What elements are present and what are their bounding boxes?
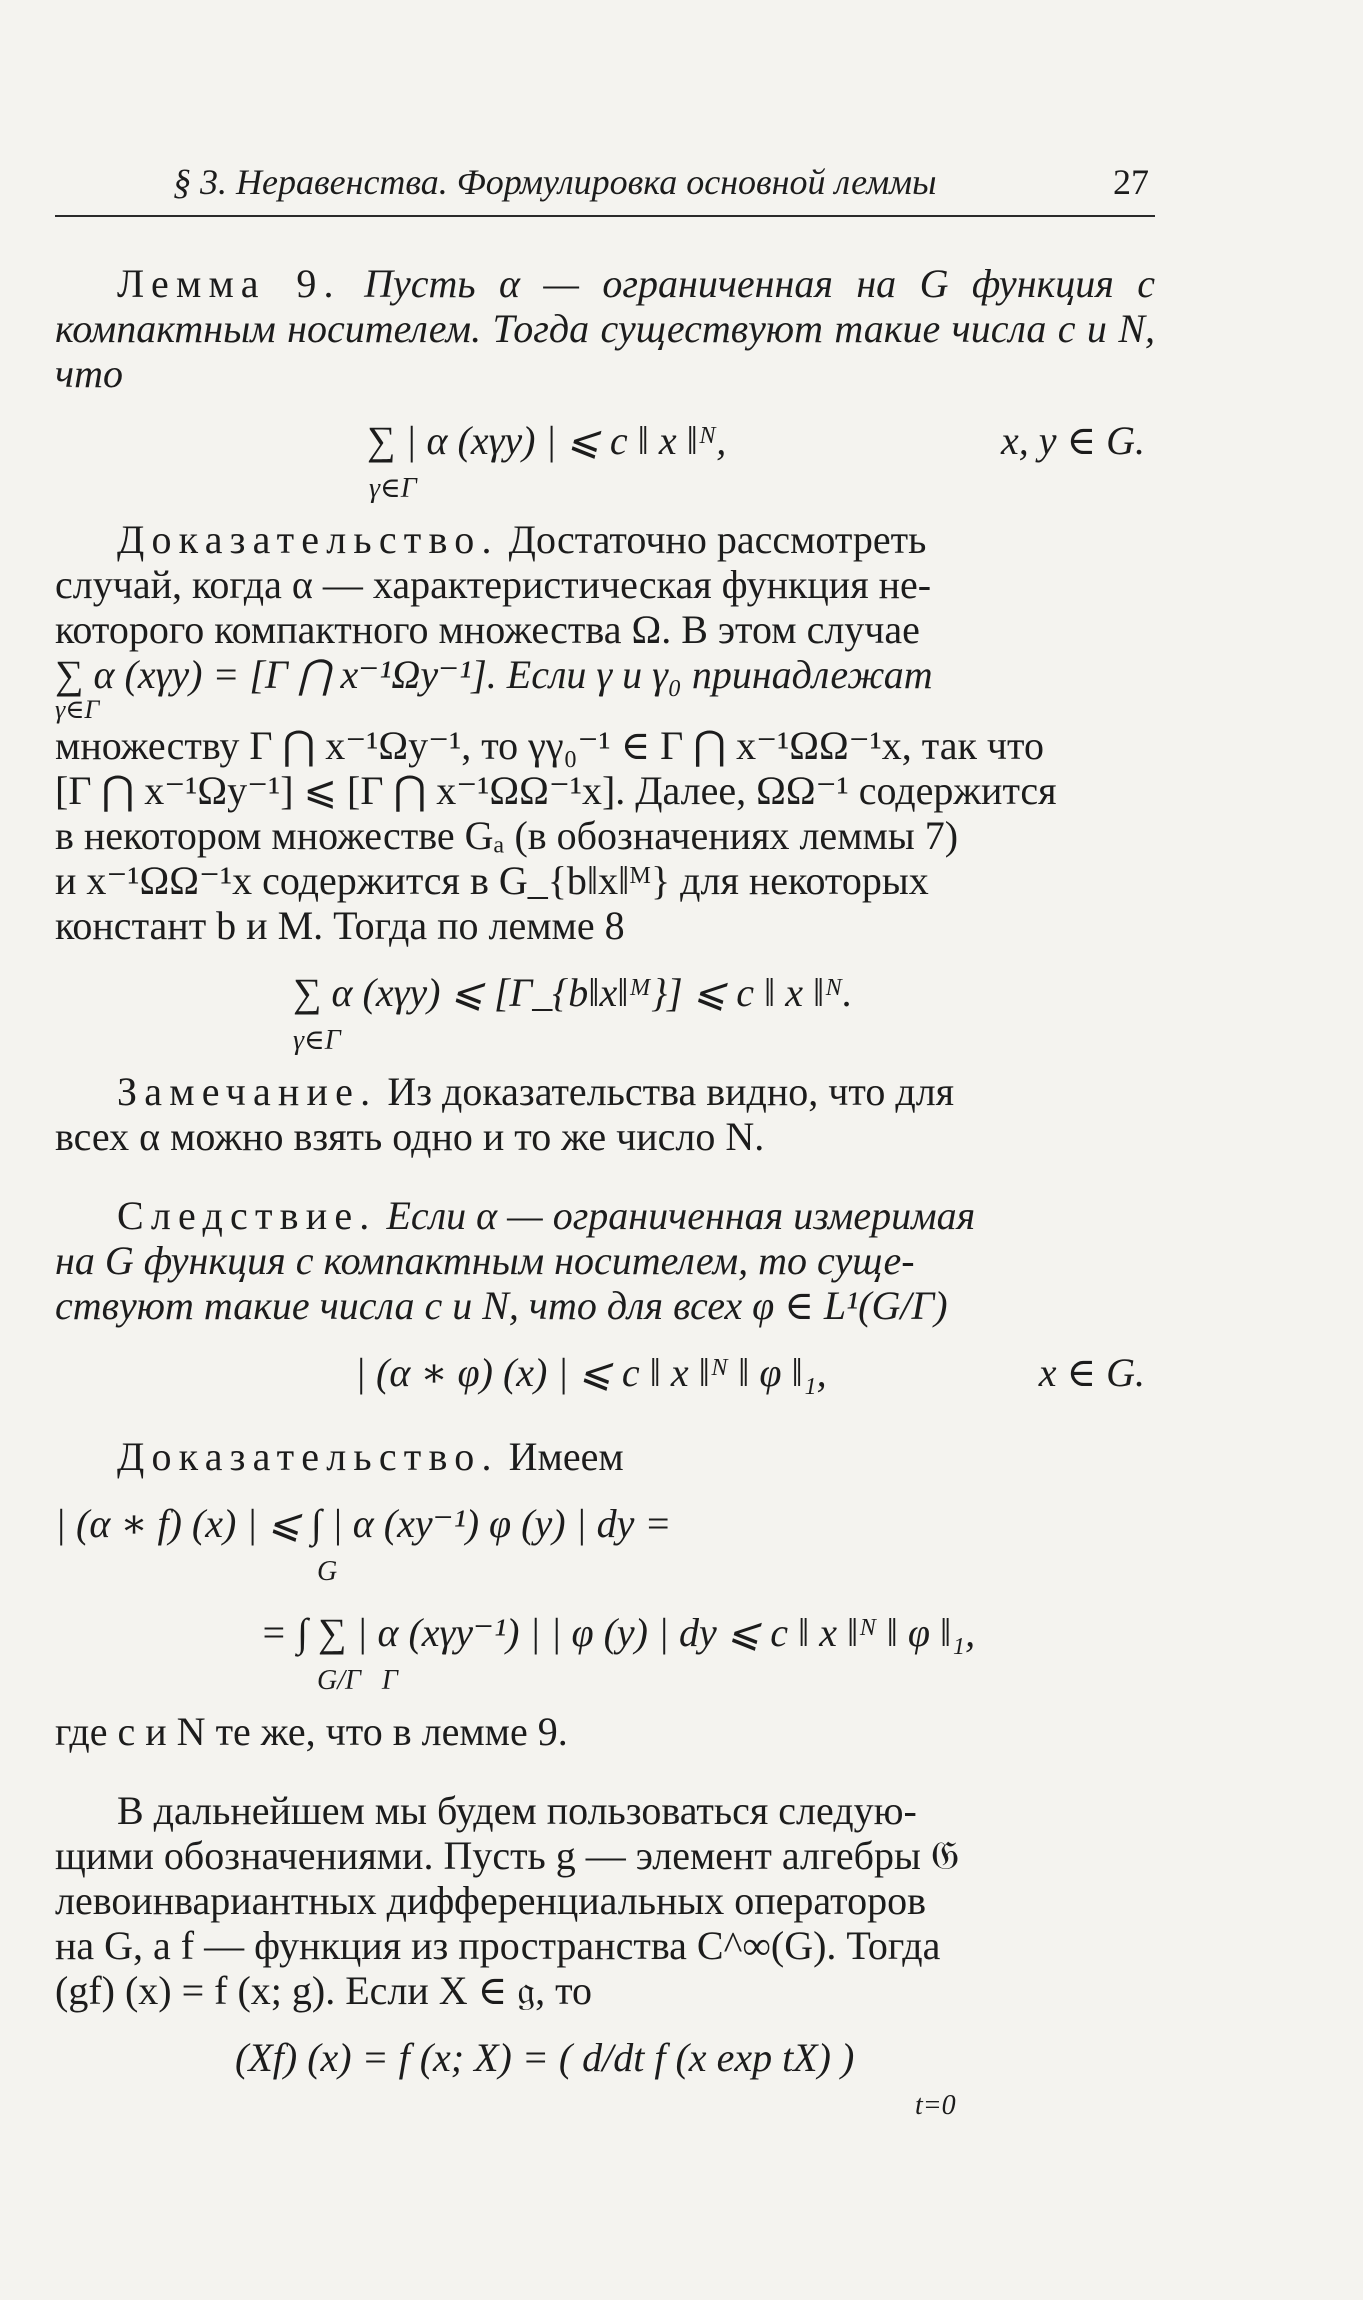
corollary-formula: [55, 1340, 1155, 1400]
proof-1-line-9: констант b и M. Тогда по лемме 8: [55, 903, 625, 948]
proof-1-line-2: случай, когда α — характеристическая функция не-: [55, 562, 932, 607]
proof-2-eq-2-main: = ∫ ∑ | α (xγy⁻¹) | | φ (y) | dy ⩽ c ‖ x ‖ᴺ ‖ φ ‖₁,: [260, 1610, 976, 1655]
remark-line-1: [55, 1069, 1155, 1114]
proof-1-formula-sub: γ∈Γ: [293, 1025, 341, 1056]
notation-line-1: В дальнейшем мы будем пользоваться следую-: [117, 1788, 917, 1833]
lemma-9-formula-side: x, y ∈ G.: [1000, 418, 1145, 463]
lemma-9-label: Лемма 9.: [117, 261, 341, 306]
proof-1-formula-main: ∑ α (xγy) ⩽ [Γ_{b‖x‖ᴹ}] ⩽ c ‖ x ‖ᴺ.: [293, 970, 853, 1015]
proof-2-eq-1: [55, 1491, 1155, 1586]
proof-2-line-1: [55, 1434, 1155, 1479]
notation-formula-main: (Xf) (x) = f (x; X) = ( d/dt f (x exp tX) ): [235, 2035, 855, 2080]
running-title: § 3. Неравенства. Формулировка основной леммы: [173, 162, 937, 202]
proof-1-line-7: в некотором множестве Gₐ (в обозначениях леммы 7): [55, 813, 959, 858]
corollary-formula-side: x ∈ G.: [1038, 1350, 1145, 1395]
proof-1-formula: [55, 960, 1155, 1055]
proof-1-text-1: Достаточно рассмотреть: [508, 517, 927, 562]
lemma-9-formula: [55, 408, 1155, 503]
proof-1-line-6: [Γ ⋂ x⁻¹Ωy⁻¹] ⩽ [Γ ⋂ x⁻¹ΩΩ⁻¹x]. Далее, ΩΩ⁻¹ содержится: [55, 768, 1057, 813]
corollary-line-1: [55, 1193, 1155, 1238]
proof-2-eq-2: [55, 1600, 1155, 1695]
proof-2-eq-1-sub: G: [317, 1556, 338, 1587]
lemma-9-statement: [55, 261, 1155, 396]
corollary-text-1: Если α — ограниченная измеримая: [386, 1193, 976, 1238]
corollary-line-2: на G функция с компактным носителем, то суще-: [55, 1238, 915, 1283]
corollary-formula-main: | (α ∗ φ) (x) | ⩽ c ‖ x ‖ᴺ ‖ φ ‖₁,: [355, 1350, 827, 1395]
page-number: 27: [1113, 162, 1149, 202]
proof-1-line-5: множеству Γ ⋂ x⁻¹Ωy⁻¹, то γγ₀⁻¹ ∈ Γ ⋂ x⁻¹ΩΩ⁻¹x, так что: [55, 723, 1045, 768]
corollary-label: Следствие.: [117, 1193, 377, 1238]
lemma-9-text: Пусть α — ограниченная на G функция с компактным носителем. Тогда существуют такие числа c и N, что: [55, 261, 1155, 396]
proof-2-eq-2-sub: G/Γ Γ: [317, 1665, 398, 1696]
notation-formula-sub: t=0: [915, 2090, 956, 2121]
proof-2-text-1: Имеем: [508, 1434, 624, 1479]
proof-2-label: Доказательство.: [117, 1434, 499, 1479]
notation-line-3: левоинвариантных дифференциальных операторов: [55, 1878, 926, 1923]
proof-lemma-9: [55, 517, 1155, 1055]
corollary-line-3: ствуют такие числа c и N, что для всех φ ∈ L¹(G/Γ): [55, 1283, 948, 1328]
proof-1-label: Доказательство.: [117, 517, 499, 562]
notation-line-2: щими обозначениями. Пусть g — элемент алгебры 𝔊: [55, 1833, 960, 1878]
remark-label: Замечание.: [117, 1069, 378, 1114]
book-page: [55, 160, 1155, 2134]
notation-line-4: на G, а f — функция из пространства C^∞(G). Тогда: [55, 1923, 941, 1968]
lemma-9-formula-main: ∑ | α (xγy) | ⩽ c ‖ x ‖ᴺ,: [367, 418, 727, 463]
proof-2-eq-1-main: | (α ∗ f) (x) | ⩽ ∫ | α (xy⁻¹) φ (y) | dy =: [55, 1501, 672, 1546]
remark-line-2: всех α можно взять одно и то же число N.: [55, 1114, 765, 1159]
remark-text-1: Из доказательства видно, что для: [387, 1069, 955, 1114]
proof-1-line-1: [55, 517, 1155, 562]
proof-1-line-3: которого компактного множества Ω. В этом случае: [55, 607, 920, 652]
proof-2-after: где c и N те же, что в лемме 9.: [55, 1709, 568, 1754]
proof-1-line-4-sub: γ∈Γ: [55, 695, 100, 724]
running-head: [55, 160, 1155, 217]
notation-formula: [55, 2025, 1155, 2120]
proof-1-line-4: ∑ α (xγy) = [Γ ⋂ x⁻¹Ωy⁻¹]. Если γ и γ₀ принадлежат: [55, 652, 933, 697]
proof-1-line-8: и x⁻¹ΩΩ⁻¹x содержится в G_{b‖x‖ᴹ} для некоторых: [55, 858, 929, 903]
lemma-9-formula-sub: γ∈Γ: [369, 473, 417, 504]
notation-line-5: (gf) (x) = f (x; g). Если X ∈ 𝔤, то: [55, 1968, 593, 2013]
